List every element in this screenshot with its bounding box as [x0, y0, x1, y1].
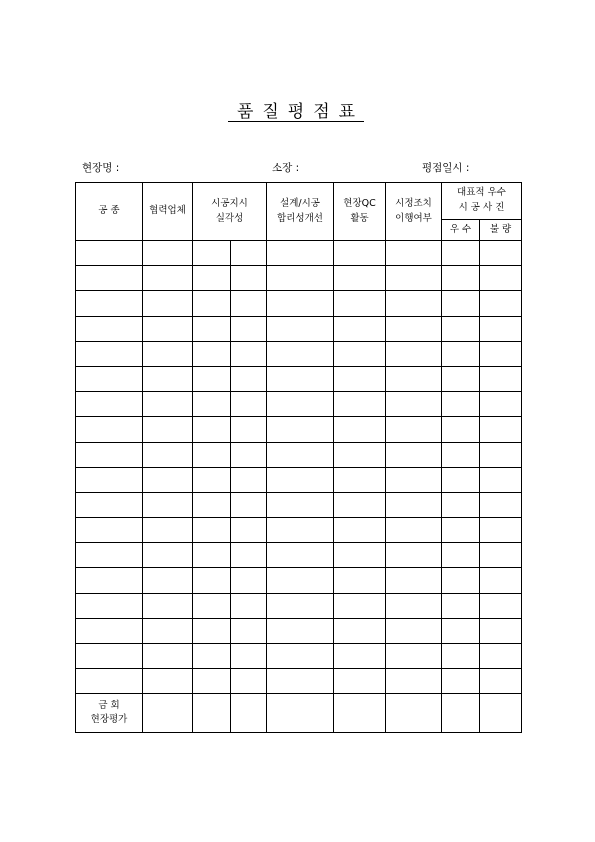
empty-cell — [231, 241, 267, 266]
table-row — [76, 568, 522, 593]
table-row — [76, 366, 522, 391]
empty-cell — [143, 291, 193, 316]
empty-cell — [231, 669, 267, 694]
empty-cell — [143, 266, 193, 291]
empty-cell — [267, 467, 334, 492]
empty-cell — [267, 694, 334, 733]
empty-cell — [386, 417, 442, 442]
empty-cell — [193, 442, 231, 467]
table-row — [76, 442, 522, 467]
table-row — [76, 417, 522, 442]
empty-cell — [76, 417, 143, 442]
empty-cell — [334, 694, 386, 733]
empty-cell — [442, 593, 480, 618]
empty-cell — [143, 467, 193, 492]
empty-cell — [386, 518, 442, 543]
empty-cell — [386, 669, 442, 694]
empty-cell — [386, 467, 442, 492]
empty-cell — [143, 543, 193, 568]
table-row — [76, 341, 522, 366]
empty-cell — [267, 669, 334, 694]
empty-cell — [386, 266, 442, 291]
empty-cell — [334, 341, 386, 366]
empty-cell — [267, 392, 334, 417]
empty-cell — [267, 644, 334, 669]
empty-cell — [334, 417, 386, 442]
empty-cell — [386, 316, 442, 341]
empty-cell — [267, 492, 334, 517]
empty-cell — [143, 316, 193, 341]
empty-cell — [267, 366, 334, 391]
empty-cell — [480, 366, 522, 391]
empty-cell — [334, 241, 386, 266]
empty-cell — [334, 467, 386, 492]
empty-cell — [76, 593, 143, 618]
empty-cell — [267, 291, 334, 316]
empty-cell — [143, 568, 193, 593]
empty-cell — [143, 518, 193, 543]
empty-cell — [143, 366, 193, 391]
header-correction: 시정조치 이행여부 — [386, 183, 442, 241]
empty-cell — [386, 618, 442, 643]
empty-cell — [193, 241, 231, 266]
table-row — [76, 543, 522, 568]
table-row — [76, 316, 522, 341]
empty-cell — [193, 518, 231, 543]
empty-cell — [76, 316, 143, 341]
empty-cell — [334, 644, 386, 669]
empty-cell — [193, 467, 231, 492]
empty-cell — [386, 644, 442, 669]
empty-cell — [386, 291, 442, 316]
empty-cell — [334, 518, 386, 543]
empty-cell — [442, 442, 480, 467]
empty-cell — [386, 593, 442, 618]
empty-cell — [334, 669, 386, 694]
empty-cell — [143, 618, 193, 643]
empty-cell — [386, 543, 442, 568]
empty-cell — [231, 543, 267, 568]
manager-label: 소장 : — [272, 162, 300, 174]
empty-cell — [231, 492, 267, 517]
empty-cell — [193, 316, 231, 341]
header-instruction: 시공지시 실각성 — [193, 183, 267, 241]
empty-cell — [143, 392, 193, 417]
empty-cell — [143, 341, 193, 366]
summary-label: 금 회 현장평가 — [76, 694, 143, 733]
empty-cell — [386, 442, 442, 467]
empty-cell — [480, 341, 522, 366]
summary-row — [76, 694, 522, 733]
empty-cell — [76, 669, 143, 694]
empty-cell — [231, 417, 267, 442]
empty-cell — [442, 266, 480, 291]
empty-cell — [442, 618, 480, 643]
header-photo-group: 대표적 우수 시 공 사 진 — [442, 183, 522, 220]
empty-cell — [76, 467, 143, 492]
empty-cell — [193, 341, 231, 366]
header-photo-bad: 불 량 — [480, 220, 522, 241]
empty-cell — [193, 694, 231, 733]
site-name-label: 현장명 : — [82, 162, 120, 174]
table-row — [76, 618, 522, 643]
empty-cell — [442, 467, 480, 492]
table-row — [76, 669, 522, 694]
empty-cell — [231, 316, 267, 341]
table-row — [76, 644, 522, 669]
document-title: 품질평점표 — [236, 102, 365, 122]
empty-cell — [442, 341, 480, 366]
empty-cell — [267, 518, 334, 543]
empty-cell — [480, 669, 522, 694]
empty-cell — [480, 518, 522, 543]
empty-cell — [231, 518, 267, 543]
table-row — [76, 291, 522, 316]
empty-cell — [143, 669, 193, 694]
empty-cell — [334, 568, 386, 593]
table-row — [76, 593, 522, 618]
empty-cell — [267, 241, 334, 266]
empty-cell — [76, 341, 143, 366]
empty-cell — [480, 694, 522, 733]
empty-cell — [442, 241, 480, 266]
empty-cell — [231, 694, 267, 733]
empty-cell — [334, 316, 386, 341]
empty-cell — [193, 618, 231, 643]
empty-cell — [334, 442, 386, 467]
empty-cell — [193, 492, 231, 517]
empty-cell — [143, 492, 193, 517]
empty-cell — [231, 618, 267, 643]
empty-cell — [334, 543, 386, 568]
table-row — [76, 392, 522, 417]
empty-cell — [193, 568, 231, 593]
empty-cell — [480, 266, 522, 291]
empty-cell — [231, 568, 267, 593]
empty-cell — [267, 543, 334, 568]
table-row — [76, 467, 522, 492]
title-underline — [228, 121, 364, 122]
empty-cell — [143, 241, 193, 266]
empty-cell — [442, 694, 480, 733]
empty-cell — [231, 266, 267, 291]
empty-cell — [267, 568, 334, 593]
empty-cell — [386, 341, 442, 366]
empty-cell — [231, 442, 267, 467]
header-qc: 현장QC 활동 — [334, 183, 386, 241]
header-photo-good: 우 수 — [442, 220, 480, 241]
empty-cell — [480, 316, 522, 341]
empty-cell — [267, 618, 334, 643]
empty-cell — [76, 392, 143, 417]
quality-score-table — [75, 182, 522, 733]
empty-cell — [442, 291, 480, 316]
empty-cell — [386, 241, 442, 266]
empty-cell — [480, 568, 522, 593]
table-row — [76, 266, 522, 291]
empty-cell — [193, 291, 231, 316]
empty-cell — [334, 593, 386, 618]
table-row — [76, 518, 522, 543]
empty-cell — [334, 366, 386, 391]
header-work-type: 공 종 — [76, 183, 143, 241]
header-design: 설계/시공 합리성개선 — [267, 183, 334, 241]
table-row — [76, 492, 522, 517]
empty-cell — [193, 366, 231, 391]
empty-cell — [143, 442, 193, 467]
empty-cell — [143, 644, 193, 669]
empty-cell — [76, 618, 143, 643]
empty-cell — [386, 366, 442, 391]
empty-cell — [442, 669, 480, 694]
empty-cell — [442, 543, 480, 568]
empty-cell — [76, 442, 143, 467]
empty-cell — [143, 417, 193, 442]
empty-cell — [442, 417, 480, 442]
empty-cell — [442, 366, 480, 391]
empty-cell — [334, 266, 386, 291]
empty-cell — [193, 392, 231, 417]
empty-cell — [231, 341, 267, 366]
empty-cell — [480, 467, 522, 492]
table-row — [76, 241, 522, 266]
empty-cell — [76, 366, 143, 391]
empty-cell — [480, 593, 522, 618]
empty-cell — [442, 518, 480, 543]
empty-cell — [480, 618, 522, 643]
empty-cell — [442, 492, 480, 517]
empty-cell — [76, 568, 143, 593]
eval-date-label: 평점일시 : — [422, 162, 470, 174]
empty-cell — [480, 291, 522, 316]
empty-cell — [334, 392, 386, 417]
empty-cell — [76, 266, 143, 291]
empty-cell — [76, 291, 143, 316]
empty-cell — [76, 492, 143, 517]
empty-cell — [193, 543, 231, 568]
empty-cell — [480, 241, 522, 266]
empty-cell — [480, 543, 522, 568]
empty-cell — [76, 518, 143, 543]
empty-cell — [193, 593, 231, 618]
empty-cell — [231, 366, 267, 391]
empty-cell — [386, 492, 442, 517]
empty-cell — [334, 492, 386, 517]
empty-cell — [480, 392, 522, 417]
empty-cell — [267, 442, 334, 467]
empty-cell — [76, 644, 143, 669]
empty-cell — [386, 694, 442, 733]
empty-cell — [480, 417, 522, 442]
empty-cell — [193, 266, 231, 291]
empty-cell — [442, 316, 480, 341]
empty-cell — [267, 417, 334, 442]
empty-cell — [193, 669, 231, 694]
empty-cell — [267, 266, 334, 291]
empty-cell — [193, 417, 231, 442]
empty-cell — [267, 593, 334, 618]
empty-cell — [480, 442, 522, 467]
empty-cell — [442, 568, 480, 593]
empty-cell — [334, 291, 386, 316]
empty-cell — [193, 644, 231, 669]
empty-cell — [442, 644, 480, 669]
empty-cell — [231, 467, 267, 492]
empty-cell — [267, 341, 334, 366]
empty-cell — [386, 392, 442, 417]
empty-cell — [480, 492, 522, 517]
empty-cell — [143, 694, 193, 733]
empty-cell — [76, 241, 143, 266]
empty-cell — [480, 644, 522, 669]
empty-cell — [231, 392, 267, 417]
empty-cell — [231, 593, 267, 618]
empty-cell — [231, 644, 267, 669]
empty-cell — [143, 593, 193, 618]
empty-cell — [231, 291, 267, 316]
empty-cell — [386, 568, 442, 593]
empty-cell — [76, 543, 143, 568]
empty-cell — [334, 618, 386, 643]
empty-cell — [442, 392, 480, 417]
empty-cell — [267, 316, 334, 341]
header-partner: 협력업체 — [143, 183, 193, 241]
